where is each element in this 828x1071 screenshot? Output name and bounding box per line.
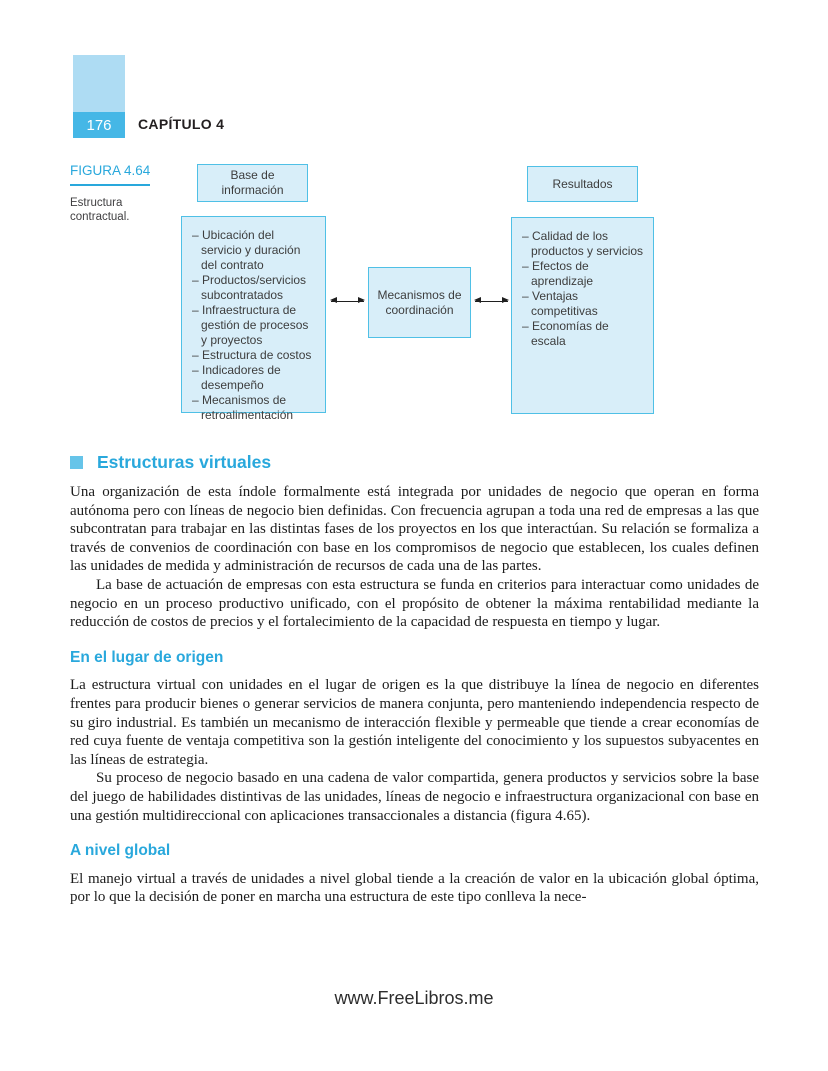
section-square-icon — [70, 456, 83, 469]
diagram-box-resultados — [527, 166, 638, 202]
diagram-box-contract-items — [181, 216, 326, 422]
list-item: – Indicadores de desempeño — [192, 363, 281, 392]
section-title: Estructuras virtuales — [97, 452, 272, 472]
page-number: 176 — [86, 116, 112, 134]
header-color-bar — [73, 55, 125, 112]
subheading-a-nivel-global: A nivel global — [70, 842, 171, 860]
diagram-box-label: Resultados — [552, 176, 613, 191]
paragraph: La estructura virtual con unidades en el lugar de origen es la que distribuye la línea de negocio en diferentes frentes para producir bienes o generar servicios de manera conjunta, pero manteniendo independencia respecto de su giro industrial. Es también un mecanismo de interacción flexible y permeable que tiende a crear economías de red cuya fuente de ventaja competitiva son la gestión inteligente del conocimiento y los supuestos subyacentes en las líneas de estrategia. — [70, 677, 759, 768]
list-item: – Calidad de los productos y servicios — [522, 229, 644, 258]
diagram-box-label: Base de información — [221, 168, 284, 197]
list-item: – Estructura de costos — [192, 348, 312, 362]
figure-caption: Estructura contractual. — [70, 197, 130, 223]
list-item: – Ventajas competitivas — [522, 289, 598, 318]
list-item: – Infraestructura de gestión de procesos y proyectos — [192, 303, 309, 347]
diagram-box-base-informacion — [197, 164, 308, 202]
paragraph: La base de actuación de empresas con esta estructura se funda en criterios para interactuar como unidades de negocio en un proceso productivo unificado, con el propósito de obtener la máxima rentabilidad mediante la reducción de costos de precios y el fortalecimiento de la capacidad de respuesta en tiempo y lugar. — [70, 576, 759, 631]
list-item: – Economías de escala — [522, 319, 609, 348]
list-item: – Mecanismos de retroalimentación — [192, 393, 294, 422]
chapter-title: CAPÍTULO 4 — [138, 116, 225, 132]
subheading-en-el-lugar-de-origen: En el lugar de origen — [70, 648, 224, 666]
list-item: – Productos/servicios subcontratados — [192, 273, 307, 302]
paragraph: Su proceso de negocio basado en una cadena de valor compartida, genera productos y servicios sobre la base del juego de habilidades distintivas de las unidades, líneas de negocio e infraestructura organizacional con base en una gestión multidireccional con aplicaciones transaccionales a distancia (figura 4.65). — [70, 770, 759, 824]
footer-watermark: www.FreeLibros.me — [334, 988, 494, 1008]
paragraph: Una organización de esta índole formalmente está integrada por unidades de negocio que operan en forma autónoma pero con líneas de negocio bien definidas. Con frecuencia agrupan a toda una red de empresas a las que subcontratan para trabajar en las distintas fases de los proyectos en los que interactúan. Su relación se formaliza a través de convenios de coordinación con base en los compromisos de negocio que establecen, los cuales definen las unidades de medida y administración de recursos de cada una de las partes. — [70, 484, 759, 575]
list-item: – Ubicación del servicio y duración del contrato — [192, 228, 301, 272]
section-heading — [70, 452, 271, 473]
body-text-column — [70, 483, 759, 907]
diagram-box-result-items — [511, 217, 654, 414]
page-number-badge — [73, 112, 125, 138]
left-right-arrow-icon — [331, 301, 364, 302]
paragraph: El manejo virtual a través de unidades a nivel global tiende a la creación de valor en la ubicación global óptima, por lo que la decisión de poner en marcha una estructura de este tipo conlleva la nece- — [70, 870, 759, 906]
figure-label: FIGURA 4.64 — [70, 163, 150, 186]
diagram-box-mecanismos-coordinacion — [368, 267, 471, 338]
left-right-arrow-icon — [475, 301, 508, 302]
list-item: – Efectos de aprendizaje — [522, 259, 594, 288]
diagram-box-label: Mecanismos de coordinación — [377, 287, 462, 317]
